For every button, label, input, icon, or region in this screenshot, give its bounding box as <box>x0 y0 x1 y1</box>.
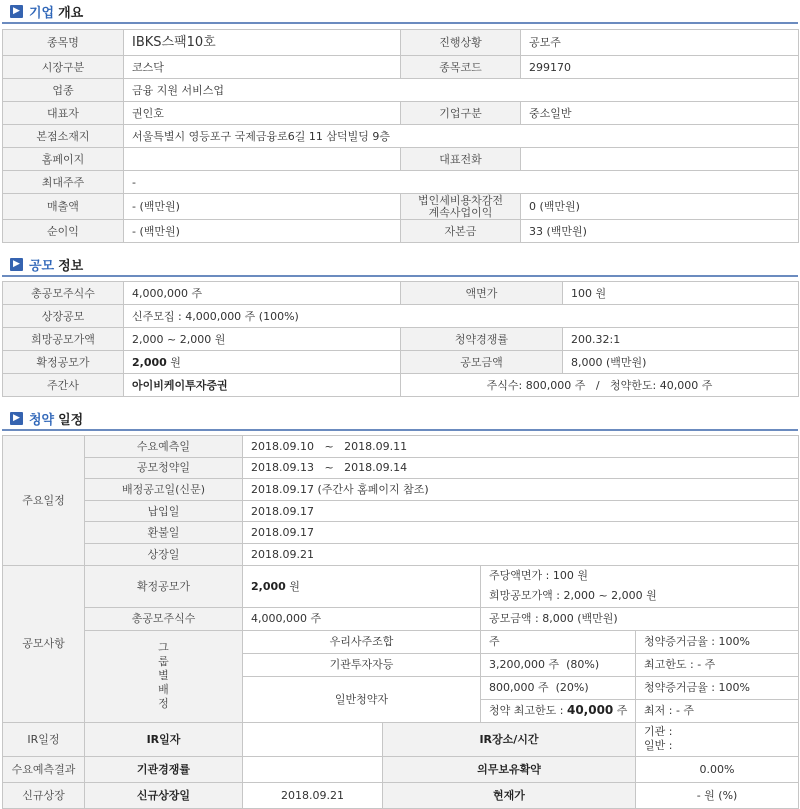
par-label: 액면가 <box>401 282 563 305</box>
lockup-label <box>383 756 636 782</box>
pretax-label <box>401 194 521 220</box>
underwriter-name: 아이비케이투자증권 <box>132 378 228 392</box>
company-name: IBKS스팩10호 <box>124 30 401 56</box>
employee-margin: 청약증거금율 : 100% <box>636 630 799 653</box>
company-title-accent: 기업 <box>29 5 55 21</box>
pretax-value: 0 (백만원) <box>521 194 799 220</box>
group-char: 룹 <box>158 655 169 669</box>
address-value: 서울특별시 영등포구 국제금융로6길 11 삼덕빌딩 9층 <box>124 125 799 148</box>
ir-date-label-text: IR일자 <box>146 732 181 746</box>
industry-label: 업종 <box>3 79 124 102</box>
offering-info-title <box>2 253 798 277</box>
pretax-label-line1: 법인세비용차감전 <box>417 193 503 207</box>
schedule-row-label: 공모청약일 <box>85 457 243 479</box>
subscription-schedule-title <box>2 407 798 431</box>
main-schedule-label: 주요일정 <box>3 436 85 566</box>
institution-shares: 3,200,000 주 (80%) <box>481 653 636 676</box>
address-label: 본점소재지 <box>3 125 124 148</box>
offer-final-price-number: 2,000 <box>251 579 286 593</box>
final-price-value <box>124 351 401 374</box>
pretax-label-line2: 계속사업이익 <box>428 205 493 219</box>
schedule-row-value: 2018.09.17 <box>243 500 799 522</box>
final-price-label: 확정공모가 <box>3 351 124 374</box>
schedule-row-value: 2018.09.17 <box>243 522 799 544</box>
offer-section-label: 공모사항 <box>3 565 85 722</box>
net-value: - (백만원) <box>124 220 401 243</box>
ir-place-value <box>636 722 799 756</box>
offer-final-price-value <box>243 565 481 607</box>
ir-date-label <box>85 722 243 756</box>
hope-price-value: 2,000 ~ 2,000 원 <box>124 328 401 351</box>
ir-place-label <box>383 722 636 756</box>
hope-price-label: 희망공모가액 <box>3 328 124 351</box>
lockup-label-text: 의무보유확약 <box>477 762 541 776</box>
schedule-row-label: 배정공고일(신문) <box>85 479 243 501</box>
schedule-row-value: 2018.09.13 ~ 2018.09.14 <box>243 457 799 479</box>
sales-label: 매출액 <box>3 194 124 220</box>
offer-total-shares-value: 4,000,000 주 <box>243 607 481 630</box>
offering-title-rest: 정보 <box>58 258 84 274</box>
underwriter-value <box>124 374 401 397</box>
listing-label: 상장공모 <box>3 305 124 328</box>
subscription-title-rest: 일정 <box>58 412 84 428</box>
new-listing-date-label-text: 신규상장일 <box>136 788 191 802</box>
underwriter-detail: 주식수: 800,000 주 / 청약한도: 40,000 주 <box>401 374 799 397</box>
institution-limit: 최고한도 : - 주 <box>636 653 799 676</box>
ir-label: IR일정 <box>3 722 85 756</box>
status-value: 공모주 <box>521 30 799 56</box>
offer-price-info <box>481 565 799 607</box>
inst-comp-value <box>243 756 383 782</box>
group-char: 그 <box>158 641 169 655</box>
institution-label: 기관투자자등 <box>243 653 481 676</box>
company-table <box>2 29 799 243</box>
retail-max-label: 청약 최고한도 : <box>489 704 564 718</box>
ir-general: 일반 : <box>644 739 673 753</box>
group-char: 별 <box>158 669 169 683</box>
total-shares-value: 4,000,000 주 <box>124 282 401 305</box>
holder-value: - <box>124 171 799 194</box>
offer-final-price-label: 확정공모가 <box>85 565 243 607</box>
retail-min: 최저 : - 주 <box>636 699 799 722</box>
holder-label: 최대주주 <box>3 171 124 194</box>
offer-amount: 공모금액 : 8,000 (백만원) <box>481 607 799 630</box>
schedule-row-value: 2018.09.21 <box>243 543 799 565</box>
market-label: 시장구분 <box>3 56 124 79</box>
capital-value: 33 (백만원) <box>521 220 799 243</box>
status-label: 진행상황 <box>401 30 521 56</box>
code-value: 299170 <box>521 56 799 79</box>
retail-max-unit: 주 <box>616 704 628 718</box>
schedule-row-value: 2018.09.10 ~ 2018.09.11 <box>243 436 799 458</box>
group-allocation-label <box>85 630 243 722</box>
retail-margin: 청약증거금율 : 100% <box>636 676 799 699</box>
schedule-row-label: 상장일 <box>85 543 243 565</box>
ir-place-label-text: IR장소/시간 <box>479 732 539 746</box>
type-value: 중소일반 <box>521 102 799 125</box>
homepage-value[interactable] <box>124 148 401 171</box>
ir-date-value <box>243 722 383 756</box>
retail-max-limit <box>481 699 636 722</box>
competition-value: 200.32:1 <box>563 328 799 351</box>
retail-shares: 800,000 주 (20%) <box>481 676 636 699</box>
group-char: 배 <box>158 683 169 697</box>
final-price-number: 2,000 <box>132 355 167 369</box>
new-listing-date-label <box>85 782 243 808</box>
capital-label: 자본금 <box>401 220 521 243</box>
company-title-rest: 개요 <box>58 5 84 21</box>
industry-value: 금융 지원 서비스업 <box>124 79 799 102</box>
homepage-label: 홈페이지 <box>3 148 124 171</box>
schedule-row-label: 환불일 <box>85 522 243 544</box>
phone-label: 대표전화 <box>401 148 521 171</box>
sales-value: - (백만원) <box>124 194 401 220</box>
retail-max-value: 40,000 <box>566 703 614 718</box>
schedule-row-label: 수요예측일 <box>85 436 243 458</box>
employee-shares: 주 <box>481 630 636 653</box>
ceo-value: 권인호 <box>124 102 401 125</box>
final-price-unit: 원 <box>170 355 181 369</box>
company-overview-title <box>2 0 798 24</box>
phone-value <box>521 148 799 171</box>
type-label: 기업구분 <box>401 102 521 125</box>
ir-institution: 기관 : <box>644 725 673 739</box>
inst-comp-label <box>85 756 243 782</box>
section-bullet-icon: ▶ <box>10 258 23 271</box>
current-price-value: - 원 (%) <box>636 782 799 808</box>
ceo-label: 대표자 <box>3 102 124 125</box>
underwriter-label: 주간사 <box>3 374 124 397</box>
market-value: 코스닥 <box>124 56 401 79</box>
code-label: 종목코드 <box>401 56 521 79</box>
section-bullet-icon: ▶ <box>10 5 23 18</box>
employee-label: 우리사주조합 <box>243 630 481 653</box>
competition-label: 청약경쟁률 <box>401 328 563 351</box>
total-shares-label: 총공모주식수 <box>3 282 124 305</box>
offering-table <box>2 281 799 397</box>
retail-label: 일반청약자 <box>243 676 481 722</box>
inst-comp-label-text: 기관경쟁률 <box>136 762 191 776</box>
name-label: 종목명 <box>3 30 124 56</box>
schedule-row-label: 납입일 <box>85 500 243 522</box>
section-bullet-icon: ▶ <box>10 412 23 425</box>
offer-hope-price: 희망공모가액 : 2,000 ~ 2,000 원 <box>489 589 657 603</box>
listing-value: 신주모집 : 4,000,000 주 (100%) <box>124 305 799 328</box>
offer-total-shares-label: 총공모주식수 <box>85 607 243 630</box>
current-price-label-text: 현재가 <box>493 788 525 802</box>
net-label: 순이익 <box>3 220 124 243</box>
par-per-share: 주당액면가 : 100 원 <box>489 569 588 583</box>
offer-final-price-unit: 원 <box>289 579 300 593</box>
new-listing-date-value: 2018.09.21 <box>243 782 383 808</box>
subscription-title-accent: 청약 <box>29 412 55 428</box>
amount-value: 8,000 (백만원) <box>563 351 799 374</box>
current-price-label <box>383 782 636 808</box>
par-value: 100 원 <box>563 282 799 305</box>
lockup-value: 0.00% <box>636 756 799 782</box>
schedule-row-value: 2018.09.17 (주간사 홈페이지 참조) <box>243 479 799 501</box>
new-listing-label: 신규상장 <box>3 782 85 808</box>
demand-result-label: 수요예측결과 <box>3 756 85 782</box>
amount-label: 공모금액 <box>401 351 563 374</box>
schedule-table <box>2 435 799 809</box>
offering-title-accent: 공모 <box>29 258 55 274</box>
group-char: 정 <box>158 697 169 711</box>
